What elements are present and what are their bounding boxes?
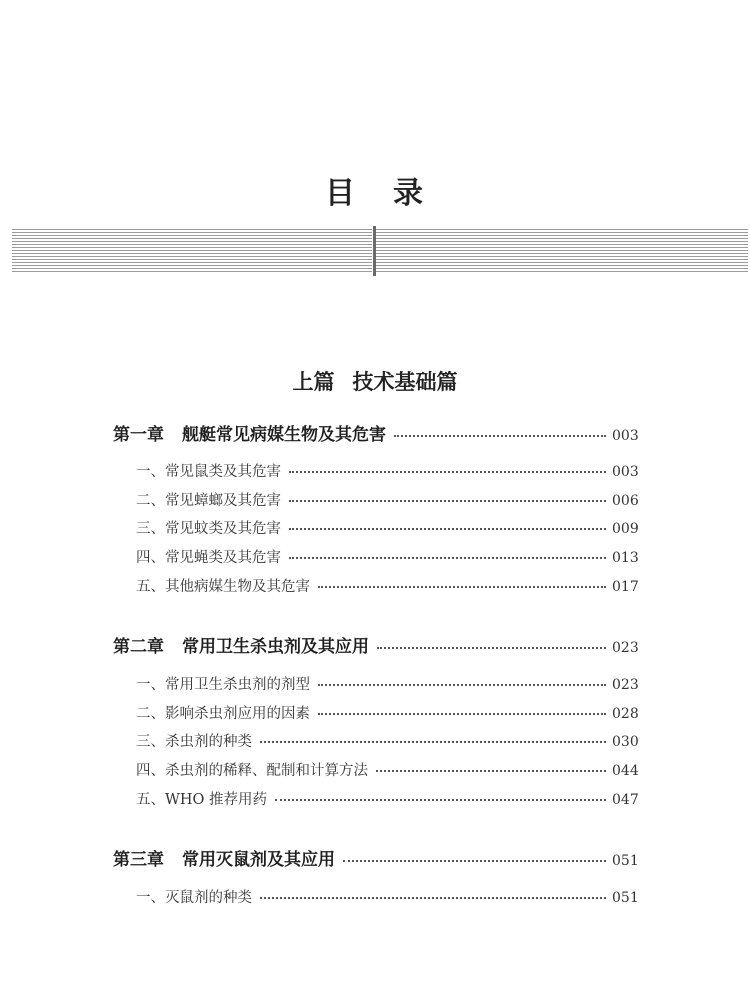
section-part: 上篇 [292,369,335,394]
dot-leader [289,470,606,473]
item-label: 五、WHO 推荐用药 [136,792,268,808]
item-label: 二、常见蟑螂及其危害 [136,493,281,509]
toc-item[interactable] [136,460,639,481]
toc-item[interactable] [136,489,639,510]
dot-leader [343,859,606,862]
toc-item[interactable] [136,575,639,596]
dot-leader [289,556,606,559]
page-number: 003 [612,464,639,480]
dot-leader [318,712,606,715]
toc-chapter-1[interactable] [113,420,639,445]
page-number: 003 [612,428,639,444]
item-label: 二、影响杀虫剂应用的因素 [136,706,310,722]
chapter-title: 舰艇常见病媒生物及其危害 [182,425,386,445]
decorative-rule-separator [372,226,376,276]
dot-leader [377,646,606,649]
dot-leader [275,798,606,801]
page-number: 023 [612,677,639,693]
title-char-1: 目 [325,176,357,211]
page-title [0,168,750,212]
page-number: 023 [612,640,639,656]
chapter-title: 常用灭鼠剂及其应用 [182,850,335,870]
chapter-title: 常用卫生杀虫剂及其应用 [182,637,369,657]
chapter-number: 第三章 [113,850,164,870]
toc-chapter-3[interactable] [113,845,639,870]
page-number: 051 [612,853,639,869]
item-label: 四、杀虫剂的稀释、配制和计算方法 [136,763,368,779]
title-char-2: 录 [393,176,425,211]
toc-item[interactable] [136,886,639,907]
item-label: 一、常用卫生杀虫剂的剂型 [136,677,310,693]
item-label: 三、杀虫剂的种类 [136,734,252,750]
dot-leader [260,740,606,743]
item-label: 五、其他病媒生物及其危害 [136,579,310,595]
dot-leader [376,769,606,772]
toc-item[interactable] [136,673,639,694]
dot-leader [289,527,606,530]
page-number: 009 [612,521,639,537]
page-number: 051 [612,890,639,906]
item-label: 四、常见蝇类及其危害 [136,550,281,566]
item-label: 三、常见蚊类及其危害 [136,521,281,537]
decorative-rule-lines [12,229,748,274]
page-number: 044 [612,763,639,779]
item-label: 一、常见鼠类及其危害 [136,464,281,480]
page-number: 028 [612,706,639,722]
toc-item[interactable] [136,759,639,780]
toc-item[interactable] [136,702,639,723]
dot-leader [318,683,606,686]
dot-leader [289,499,606,502]
page-number: 013 [612,550,639,566]
toc-item[interactable] [136,730,639,751]
page-number: 047 [612,792,639,808]
section-title [0,366,750,396]
toc-item[interactable] [136,546,639,567]
page-number: 017 [612,579,639,595]
page-number: 006 [612,493,639,509]
dot-leader [394,434,606,437]
section-name: 技术基础篇 [352,369,458,394]
chapter-number: 第二章 [113,637,164,657]
toc-item[interactable] [136,517,639,538]
item-label: 一、灭鼠剂的种类 [136,890,252,906]
page-number: 030 [612,734,639,750]
toc-chapter-2[interactable] [113,632,639,657]
chapter-number: 第一章 [113,425,164,445]
dot-leader [260,896,606,899]
dot-leader [318,585,606,588]
toc-item[interactable] [136,788,639,809]
